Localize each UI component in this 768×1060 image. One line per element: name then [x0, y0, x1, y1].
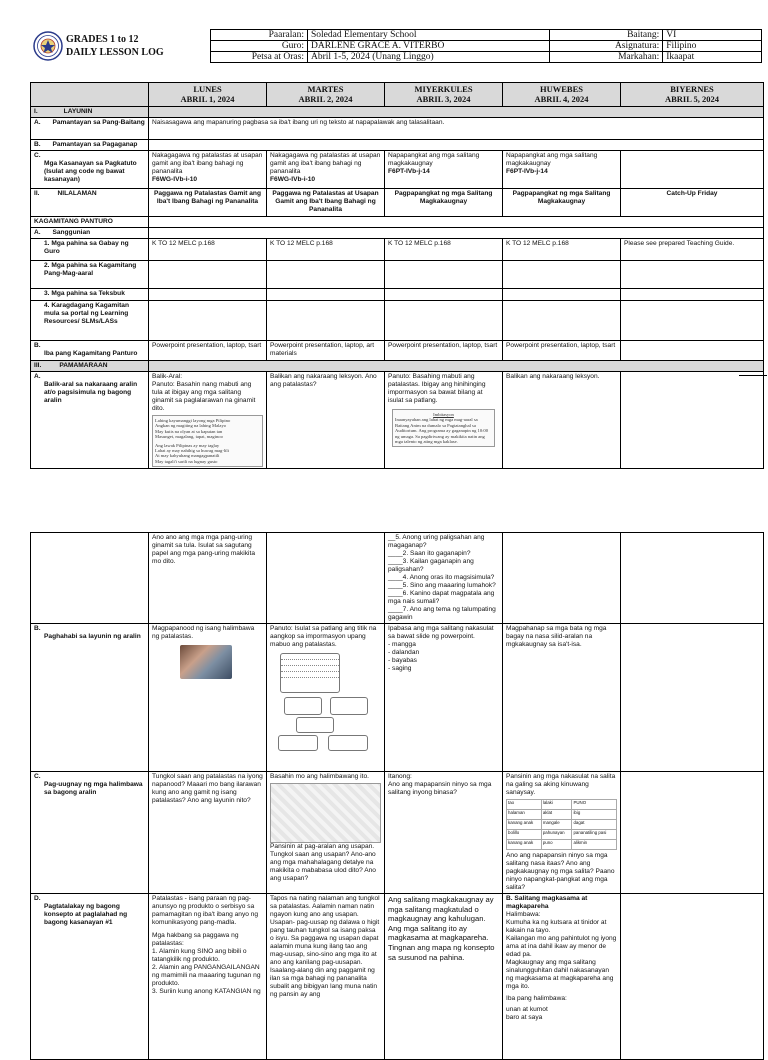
nilalaman-friday: Catch-Up Friday [621, 189, 764, 217]
step-item: 3. Suriin kung anong KATANGIAN ng [152, 988, 261, 995]
pag-uugnay-monday: Tungkol saan ang patalastas na iyong napanood? Maaari mo bang ilarawan kung ano ang gamit ng isang patalastas? Ano ang layunin nito? [149, 772, 267, 894]
question-item: ____3. Kailan gaganapin ang paligsahan? [388, 558, 474, 573]
day-name: MIYERKULES [414, 84, 473, 94]
empty-cell [267, 301, 385, 341]
empty-cell [149, 217, 764, 228]
pag-uugnay-text: Basahin mo ang halimbawang ito. [270, 773, 369, 780]
kasanayan-code: F6PT-IVb-j-14 [506, 168, 548, 175]
header-info-table [210, 29, 762, 63]
empty-cell [149, 261, 267, 289]
empty-cell [621, 533, 764, 624]
poem-line: Lahat ay may nahihig sa huwag mag-lili [155, 448, 229, 454]
subject-value: Filipino [663, 41, 762, 52]
row-balik-aral-continued [31, 533, 764, 624]
paghahabi-text: Panuto: Isulat sa patlang ang titik na aangkop sa impormasyon upang mabuo ang patalastas. [270, 625, 377, 648]
row-letter: A. [34, 229, 41, 236]
word-cell: PUNO [572, 800, 617, 810]
label-iba-pang-kagamitan [31, 341, 149, 361]
ppt-tuesday: Powerpoint presentation, laptop, art materials [267, 341, 385, 361]
paghahabi-thursday: Magpahanap sa mga bata ng mga bagay na nasa silid-aralan na mgkakaugnay sa isa't-isa. [503, 624, 621, 772]
empty-cell [385, 301, 503, 341]
empty-cell [621, 261, 764, 289]
row-letter: B. [34, 625, 41, 632]
grade-value: VI [663, 30, 762, 41]
day-monday [149, 83, 267, 107]
pagtatalakay-thursday [503, 894, 621, 1060]
section-num: II. [34, 190, 40, 197]
school-value: Soledad Elementary School [307, 30, 549, 41]
row-pamamaraan [31, 361, 764, 372]
empty-cell [149, 361, 764, 372]
nilalaman-tuesday: Paggawa ng Patalastas at Usapan Gamit ang Iba't Ibang Bahagi ng Pananalita [267, 189, 385, 217]
section-pamamaraan [31, 361, 149, 372]
row-iba-pang-kagamitan [31, 341, 764, 361]
pagtatalakay-tuesday: Tapos na nating nalaman ang tungkol sa patalastas. Aalamin naman natin ngayon kung ano ang usapan. Usapan- pag-uusap ng dalawa o higit pang tauhan tungkol sa isang paksa o isyu. Sa paggawa ng usapan dapat aalamin muna kung ilang tao ang mag-uusap, sino-sino ang mga ito at ano ang kanilang pag-uusapan. Isaalang-alang din ang paggamit ng ilan sa mga bahagi ng pananalita subalit ang bibigyan lang muna natin ng pansin ay ang [267, 894, 385, 1060]
teacher-value: DARLENE GRACE A. VITERBO [307, 41, 549, 52]
pagtatalakay-wednesday: Ang salitang magkakaugnay ay mga salitang magkatulad o magkaugnay ang kahulugan. Ang mga salitang ito ay magkasama at magkapareha. Tingnan ang mapa ng konsepto sa susunod na pahina. [385, 894, 503, 1060]
row-label: 3. Mga pahina sa Teksbuk [44, 290, 125, 297]
word-row [507, 810, 617, 820]
label-pagtatalakay [31, 894, 149, 1060]
row-letter: A. [34, 119, 41, 126]
row-gabay-guro [31, 239, 764, 261]
word-cell: kanang anak [507, 820, 542, 830]
day-name: BIYERNES [670, 84, 714, 94]
empty-cell [621, 289, 764, 301]
question-item: ____5. Sino ang maaaring lumahok? [388, 582, 496, 589]
row-label: Mga Kasanayan sa Pagkatuto (Isulat ang code ng bawat kasanayan) [44, 160, 137, 183]
worksheet-box [284, 697, 322, 715]
pagtatalakay-steps-heading: Mga hakbang sa paggawa ng patalastas: [152, 932, 239, 947]
row-pamantayan-pagaganap [31, 140, 764, 151]
example-pair: unan at kumot [506, 1006, 548, 1013]
row-letter: C. [34, 773, 41, 780]
balik-aral-monday-cont: Ano ano ang mga mga pang-uring ginamit sa tula. Isulat sa sagutang papel ang mga pang-uring makikita mo dito. [149, 533, 267, 624]
label-sanggunian [31, 228, 149, 239]
row-label: Pag-uugnay ng mga halimbawa sa bagong aralin [44, 781, 143, 796]
day-thursday [503, 83, 621, 107]
pagtatalakay-subheading: Halimbawa: [506, 911, 541, 918]
word-cell: aklat [541, 810, 572, 820]
row-paghahabi [31, 624, 764, 772]
header-row-date [211, 52, 762, 63]
paghahabi-text: Magpapanood ng isang halimbawa ng patalastas. [152, 625, 255, 640]
day-name: MARTES [307, 84, 344, 94]
melc-monday: K TO 12 MELC p.168 [149, 239, 267, 261]
section-num: III. [34, 362, 42, 369]
section-title: NILALAMAN [57, 190, 97, 197]
pag-uugnay-heading: Pansinin ang mga nakasulat na salita na galing sa aking kinuwang sanaysay. [506, 773, 616, 796]
poem-line: Ang lawak Pilipinas ay may taglay [155, 442, 220, 448]
kasanayan-thursday [503, 151, 621, 189]
kasanayan-code: F6PT-IVb-j-14 [388, 168, 430, 175]
balik-aral-monday [149, 372, 267, 469]
balik-aral-wednesday [385, 372, 503, 469]
empty-cell [267, 289, 385, 301]
row-label: Balik-aral sa nakaraang aralin at/o pagsisimula ng bagong aralin [44, 381, 138, 404]
empty-cell [149, 107, 764, 118]
paghahabi-text: Ipabasa ang mga salitang nakasulat sa bawat slide ng powerpoint. [388, 625, 494, 640]
pag-uugnay-heading: Itanong: [388, 773, 412, 780]
kasanayan-text: Nakagagawa ng patalastas at usapan gamit ang iba't ibang bahagi ng pananalita [270, 152, 381, 175]
word-cell: tao [507, 800, 542, 810]
balik-aral-tuesday: Balikan ang nakaraang leksyon. Ano ang patalastas? [267, 372, 385, 469]
row-teksbuk [31, 289, 764, 301]
poem-image [152, 415, 263, 467]
word-cell: alikmin [572, 840, 617, 850]
day-date: ABRIL 4, 2024 [534, 93, 589, 104]
label-teksbuk [31, 289, 149, 301]
lesson-log-table-page2 [30, 532, 764, 1060]
day-wednesday [385, 83, 503, 107]
melc-tuesday: K TO 12 MELC p.168 [267, 239, 385, 261]
paghahabi-monday [149, 624, 267, 772]
pag-uugnay-text: Ano ang mapapansin ninyo sa mga salitang inyong binasa? [388, 781, 492, 796]
form-title-line1: GRADES 1 to 12 [66, 34, 139, 45]
balik-aral-instruction: Panuto: Basahing mabuti ang patalastas. Ibigay ang hinihinging impormasyon sa bawat bilang at isulat sa patlang. [388, 373, 486, 404]
word-row [507, 800, 617, 810]
paghahabi-tuesday [267, 624, 385, 772]
pag-uugnay-thursday [503, 772, 621, 894]
divider-line [739, 375, 767, 376]
poem-line: May tagali't sarili na lugnay gusto [155, 458, 218, 464]
melc-thursday: K TO 12 MELC p.168 [503, 239, 621, 261]
day-date: ABRIL 3, 2024 [416, 93, 471, 104]
word-cell: halaman [507, 810, 542, 820]
empty-cell [267, 261, 385, 289]
word-cell: pahunayan [541, 830, 572, 840]
poem-line: Angkan ng magiting na lahing Malayo [155, 423, 227, 429]
label-kasanayan [31, 151, 149, 189]
row-kasanayan [31, 151, 764, 189]
word-item: - mangga [388, 641, 416, 648]
empty-cell [621, 341, 764, 361]
row-letter: B. [34, 141, 41, 148]
word-item: - bayabas [388, 657, 417, 664]
empty-cell [149, 140, 764, 151]
invitation-text: Inaanyayahan ang lahat ng mga mag-aaral sa Baitang Anim na dumalo sa Pagtatanghal sa Auditorium. Ang programa ay gaganapin ng 10:00 ng umaga. Sa pagdiriwang ay makikita natin ang mga talento ng ating mga kaklase. [395, 417, 489, 445]
word-table [506, 799, 617, 850]
row-letter: A. [34, 373, 41, 380]
balik-aral-wednesday-questions [385, 533, 503, 624]
empty-cell [149, 289, 267, 301]
empty-cell [503, 261, 621, 289]
row-balik-aral [31, 372, 764, 469]
word-cell: dagat [572, 820, 617, 830]
empty-cell [149, 301, 267, 341]
other-examples-heading: Iba pang halimbawa: [506, 995, 567, 1002]
word-row [507, 820, 617, 830]
empty-cell [503, 289, 621, 301]
word-cell: pananatiling pasi [572, 830, 617, 840]
pagtatalakay-monday [149, 894, 267, 1060]
empty-cell [385, 261, 503, 289]
row-label: Iba pang Kagamitang Panturo [44, 350, 138, 357]
label-pag-uugnay [31, 772, 149, 894]
label-pamantayan-pagaganap [31, 140, 149, 151]
lesson-log-table-page1 [30, 82, 764, 469]
label-paghahabi [31, 624, 149, 772]
teacher-label: Guro: [211, 41, 308, 52]
row-pag-uugnay [31, 772, 764, 894]
empty-cell [503, 301, 621, 341]
kasanayan-monday [149, 151, 267, 189]
worksheet-box [330, 697, 368, 715]
day-date: ABRIL 5, 2024 [664, 93, 720, 104]
nilalaman-wednesday: Pagpapangkat ng mga Salitang Magkakaugnay [385, 189, 503, 217]
label-pamantayan-pangbaitang [31, 118, 149, 140]
worksheet-box [328, 735, 368, 751]
day-date: ABRIL 1, 2024 [180, 93, 235, 104]
teaching-guide-note: Please see prepared Teaching Guide. [621, 239, 764, 261]
kasanayan-code: F6WG-IVb-i-10 [270, 176, 316, 183]
kasanayan-text: Napapangkat ang mga salitang magkakaugnay [388, 152, 480, 167]
word-cell: lalaki [541, 800, 572, 810]
poem-line: At may kahyuhang mangagpanatili [155, 453, 220, 459]
advertisement-worksheet-diagram [270, 651, 381, 751]
subject-label: Asignatura: [549, 41, 663, 52]
worksheet-box [280, 653, 340, 693]
word-cell: mangale [541, 820, 572, 830]
row-letter: C. [34, 152, 41, 159]
quarter-label: Markahan: [549, 52, 663, 63]
label-nilalaman [31, 189, 149, 217]
question-item: __5. Anong uring paligsahan ang magaganap? [388, 534, 485, 549]
kasanayan-tuesday [267, 151, 385, 189]
row-label: 4. Karagdagang Kagamitan mula sa portal ng Learning Resources/ SLMs/LASs [44, 302, 130, 325]
kasanayan-wednesday [385, 151, 503, 189]
form-title [66, 33, 164, 59]
worksheet-box [296, 717, 334, 733]
empty-cell [621, 894, 764, 1060]
day-name: HUWEBES [540, 84, 583, 94]
word-cell: puno [541, 840, 572, 850]
row-layunin [31, 107, 764, 118]
label-gabay-guro [31, 239, 149, 261]
row-label: Pagtatalakay ng bagong konsepto at paglalahad ng bagong kasanayan #1 [44, 903, 128, 926]
deped-seal-logo [33, 31, 63, 61]
quarter-value: Ikaapat [663, 52, 762, 63]
row-label: 1. Mga pahina sa Gabay ng Guro [44, 240, 129, 255]
question-item: ____4. Anong oras ito magsisimula? [388, 574, 495, 581]
row-label: Sanggunian [52, 229, 91, 236]
day-date: ABRIL 2, 2024 [298, 93, 353, 104]
balik-aral-thursday: Balikan ang nakaraang leksyon. [503, 372, 621, 469]
row-kagamitan [31, 217, 764, 228]
empty-cell [267, 533, 385, 624]
word-cell: bolillo [507, 830, 542, 840]
section-title: PAMAMARAAN [59, 362, 108, 369]
ppt-monday: Powerpoint presentation, laptop, tsart [149, 341, 267, 361]
word-item: - dalandan [388, 649, 420, 656]
empty-cell [31, 533, 149, 624]
section-num: I. [34, 108, 38, 115]
word-item: - saging [388, 665, 412, 672]
poem-line: May kutis na olyan at sa kaputan tan [155, 428, 223, 434]
balik-aral-heading: Balik-Aral: [152, 373, 183, 380]
empty-cell [621, 624, 764, 772]
form-title-line2: DAILY LESSON LOG [66, 47, 164, 58]
invitation-image [392, 409, 495, 447]
corner-cell [31, 83, 149, 107]
pagtatalakay-definition: Patalastas - isang paraan ng pag-anunsyo ng produkto o serbisyo sa pamamagitan ng iba't ibang anyo ng komunikasyong pang-madla. [152, 895, 259, 926]
pagtatalakay-heading: B. Salitang magkasama at magkapareha [506, 895, 588, 910]
empty-cell [385, 289, 503, 301]
row-label: Paghahabi sa layunin ng aralin [44, 633, 141, 640]
nilalaman-thursday: Pagpapangkat ng mga Salitang Magkakaugnay [503, 189, 621, 217]
worksheet-box [278, 735, 318, 751]
row-label: Pamantayan sa Pagaganap [52, 141, 138, 148]
advertisement-video-thumbnail [180, 645, 232, 679]
example-sentence: Kumuha ka ng kutsara at tinidor at kakain na tayo. [506, 919, 607, 934]
row-pamantayan-pangbaitang [31, 118, 764, 140]
row-karagdagang-kagamitan [31, 301, 764, 341]
ppt-wednesday: Powerpoint presentation, laptop, tsart [385, 341, 503, 361]
word-cell: ibig [572, 810, 617, 820]
day-friday [621, 83, 764, 107]
example-sentence: Kailangan mo ang pahintulot ng iyong ama at ina dahil ikaw ay menor de edad pa. [506, 935, 617, 958]
word-row [507, 840, 617, 850]
question-item: ____6. Kanino dapat magpatala ang mga nais sumali? [388, 590, 495, 605]
row-pagtatalakay [31, 894, 764, 1060]
question-item: ____7. Ano ang tema ng talumpating gagawin [388, 606, 496, 621]
question-item: ____2. Saan ito gaganapin? [388, 550, 471, 557]
paghahabi-wednesday [385, 624, 503, 772]
nilalaman-monday: Paggawa ng Patalastas Gamit ang Iba't Ibang Bahagi ng Pananalita [149, 189, 267, 217]
row-label: 2. Mga pahina sa Kagamitang Pang-Mag-aaral [44, 262, 137, 277]
row-sanggunian [31, 228, 764, 239]
balik-aral-instruction: Panuto: Basahin nang mabuti ang tula at ibigay ang mga salitang ginamit sa paglalarawan na ginamit dito. [152, 381, 256, 412]
word-row [507, 830, 617, 840]
step-item: 1. Alamin kung SINO ang bibili o tatangkilik ng produkto. [152, 948, 247, 963]
header-row-teacher [211, 41, 762, 52]
day-tuesday [267, 83, 385, 107]
days-header-row [31, 83, 764, 107]
poem-line: Lahing kayumanggi layong mga Pilipino [155, 418, 231, 423]
date-label: Petsa at Oras: [211, 52, 308, 63]
pag-uugnay-after: Ano ang napapansin ninyo sa mga salitang nasa itaas? Ano ang pagkakaugnay ng mga salita? Paano ninyo napangkat-pangkat ang mga salita? [506, 852, 615, 891]
header-row-school [211, 30, 762, 41]
empty-cell [621, 151, 764, 189]
row-nilalaman [31, 189, 764, 217]
section-title: LAYUNIN [63, 108, 93, 115]
ppt-thursday: Powerpoint presentation, laptop, tsart [503, 341, 621, 361]
kasanayan-text: Nakagagawa ng patalastas at usapan gamit ang iba't ibang bahagi ng pananalita [152, 152, 263, 175]
label-karagdagang-kagamitan [31, 301, 149, 341]
school-label: Paaralan: [211, 30, 308, 41]
grade-label: Baitang: [549, 30, 663, 41]
invitation-title: Imbitasyon [433, 412, 454, 417]
example-pair: baro at saya [506, 1014, 543, 1021]
pag-uugnay-after: Pansinin at pag-aralan ang usapan. Tungkol saan ang usapan? Ano-ano ang mga mahahalagang detalye na makikita o mababasa ulod dito? Ano ang usapan? [270, 843, 376, 882]
empty-cell [621, 301, 764, 341]
dialogue-comic-image [270, 783, 381, 843]
word-cell: kanang anak [507, 840, 542, 850]
poem-line: Masunget, magalang, tapat, maginoo [155, 434, 223, 440]
kasanayan-text: Napapangkat ang mga salitang magkakaugnay [506, 152, 598, 167]
empty-cell [503, 533, 621, 624]
pag-uugnay-tuesday [267, 772, 385, 894]
row-letter: D. [34, 895, 41, 902]
section-layunin [31, 107, 149, 118]
empty-cell [149, 228, 764, 239]
example-note: Magkaugnay ang mga salitang sinalungguhitan dahil nakasanayan ng magkasama at magkapareha ang mga ito. [506, 959, 614, 990]
section-kagamitan: KAGAMITANG PANTURO [31, 217, 149, 228]
row-kagamitang-mag-aaral [31, 261, 764, 289]
row-label: Pamantayan sa Pang-Baitang [52, 119, 145, 126]
pag-uugnay-wednesday [385, 772, 503, 894]
empty-cell [621, 372, 764, 469]
label-kagamitang-mag-aaral [31, 261, 149, 289]
day-name: LUNES [193, 84, 222, 94]
melc-wednesday: K TO 12 MELC p.168 [385, 239, 503, 261]
label-balik-aral [31, 372, 149, 469]
empty-cell [621, 772, 764, 894]
date-value: Abril 1-5, 2024 (Unang Linggo) [307, 52, 549, 63]
pamantayan-text: Naisasagawa ang mapanuring pagbasa sa iba't ibang uri ng teksto at napapalawak ang talasalitaan. [149, 118, 764, 140]
step-item: 2. Alamin ang PANGANGAILANGAN ng mamimili na maaaring tugunan ng produkto. [152, 964, 261, 987]
row-letter: B. [34, 342, 41, 349]
kasanayan-code: F6WG-IVb-i-10 [152, 176, 198, 183]
